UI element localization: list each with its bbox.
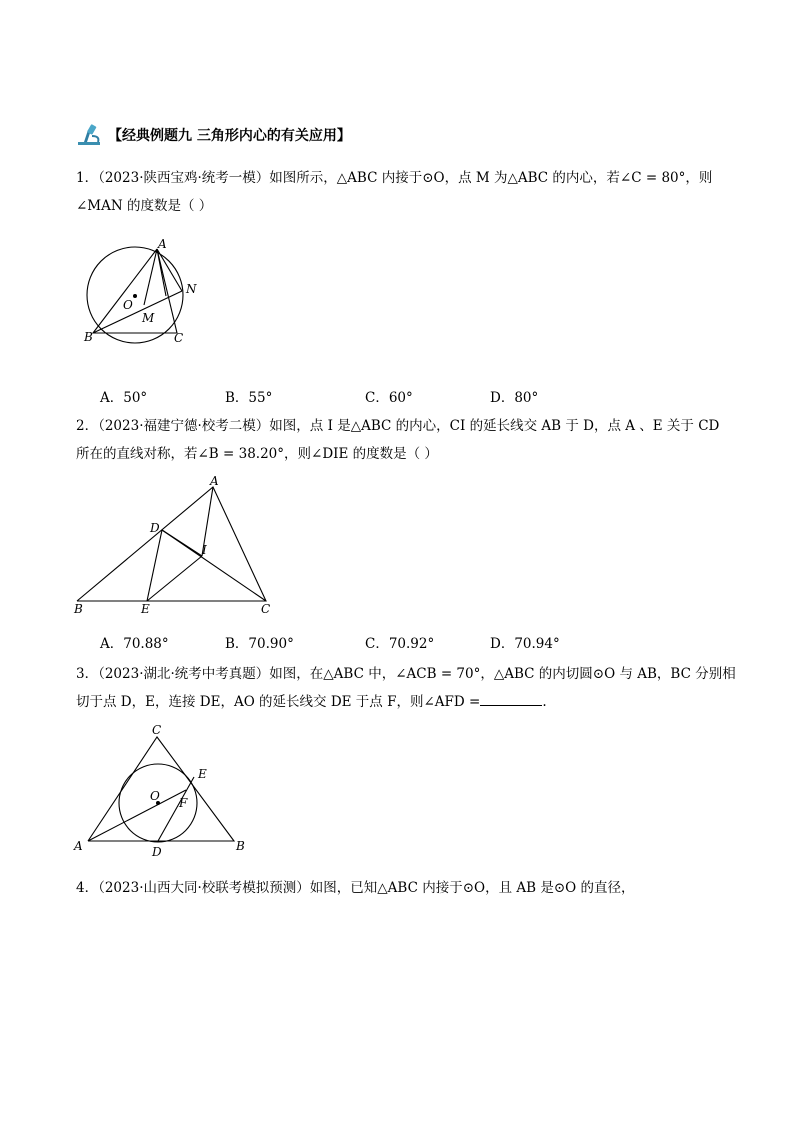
q3-text-1: 如图，在△ABC 中，∠ACB = 70°，△ABC 的内切圆⊙O 与 AB，BC 分别相 <box>269 666 736 682</box>
q4-text-1: 如图，已知△ABC 内接于⊙O，且 AB 是⊙O 的直径， <box>309 880 635 896</box>
q2-label-e: E <box>141 602 150 616</box>
q1-line2 <box>76 196 212 216</box>
q2-line1 <box>76 416 719 436</box>
q2-option-b[interactable]: B．70.90° <box>225 636 294 652</box>
q1-text-1: 如图所示，△ABC 内接于⊙O，点 M 为△ABC 的内心，若∠C = 80°，则 <box>269 170 713 186</box>
q1-option-c[interactable]: C．60° <box>365 390 413 406</box>
q2-label-a: A <box>210 474 219 488</box>
q3-label-b: B <box>236 839 245 853</box>
q2-label-i: I <box>202 543 207 557</box>
q1-label-o: O <box>123 298 133 312</box>
q4-line1 <box>76 878 635 898</box>
section-heading <box>76 124 351 146</box>
q2-segment-di <box>162 530 202 556</box>
section-title: 【经典例题九 三角形内心的有关应用】 <box>108 128 351 144</box>
q3-label-e: E <box>198 767 207 781</box>
q4-number: 4． <box>76 880 99 896</box>
q3-segment-de <box>158 777 194 841</box>
q1-source: （2023·陕西宝鸡·统考一模） <box>98 170 270 186</box>
q1-option-b[interactable]: B．55° <box>225 390 273 406</box>
q3-text-end: . <box>542 694 547 710</box>
q3-label-d: D <box>152 845 162 859</box>
q1-label-a: A <box>158 238 167 251</box>
q2-text-1: 如图，点 I 是△ABC 的内心，CI 的延长线交 AB 于 D，点 A 、E 关于 CD <box>269 418 720 434</box>
q2-source: （2023·福建宁德·校考二模） <box>98 418 270 434</box>
q3-text-2: 切于点 D，E，连接 DE，AO 的延长线交 DE 于点 F，则∠AFD = <box>76 694 481 710</box>
q2-option-d[interactable]: D．70.94° <box>490 636 560 652</box>
q1-options <box>100 386 615 406</box>
q3-line2 <box>76 692 547 712</box>
q2-line2 <box>76 444 438 464</box>
q3-label-o: O <box>150 789 160 803</box>
q1-label-m: M <box>142 311 155 325</box>
q1-line1 <box>76 168 712 188</box>
q3-label-a: A <box>74 839 83 853</box>
q1-segment-bn <box>93 291 182 333</box>
q3-figure <box>70 720 270 860</box>
q2-label-d: D <box>150 521 160 535</box>
q3-label-c: C <box>152 723 162 737</box>
microscope-icon <box>76 124 106 146</box>
q2-label-b: B <box>74 602 83 616</box>
q1-option-d[interactable]: D．80° <box>490 390 539 406</box>
q3-segment-af <box>88 790 186 841</box>
q2-text-2: 所在的直线对称，若∠B = 38.20°，则∠DIE 的度数是（ ） <box>76 446 438 462</box>
q1-text-2: ∠MAN 的度数是（ ） <box>76 198 213 214</box>
q3-source: （2023·湖北·统考中考真题） <box>98 666 270 682</box>
q3-line1 <box>76 664 736 684</box>
q4-source: （2023·山西大同·校联考模拟预测） <box>98 880 310 896</box>
q3-answer-blank[interactable] <box>480 693 542 706</box>
q3-number: 3． <box>76 666 99 682</box>
q1-label-b: B <box>84 330 93 344</box>
q2-options <box>100 632 615 652</box>
q1-figure <box>76 238 216 348</box>
q2-option-a[interactable]: A．70.88° <box>100 636 169 652</box>
q2-triangle-abc <box>77 487 266 601</box>
q1-number: 1． <box>76 170 99 186</box>
q1-option-a[interactable]: A．50° <box>100 390 148 406</box>
q2-label-c: C <box>261 602 271 616</box>
q1-center-dot <box>133 294 137 298</box>
q3-triangle-abc <box>88 737 234 841</box>
q1-label-c: C <box>174 331 184 345</box>
q2-number: 2． <box>76 418 99 434</box>
q1-label-n: N <box>186 282 197 296</box>
q2-figure <box>72 474 282 616</box>
q3-label-f: F <box>179 796 188 810</box>
q2-option-c[interactable]: C．70.92° <box>365 636 435 652</box>
